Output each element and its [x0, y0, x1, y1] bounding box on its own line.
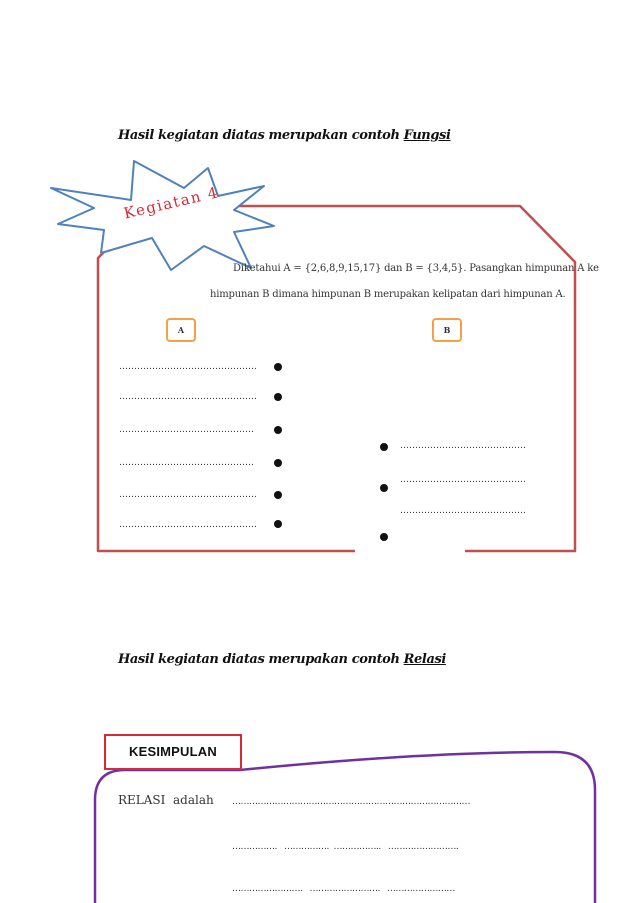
relasi-definition-line-3[interactable]: ……………………. ……………………. …………………… — [232, 884, 455, 894]
relasi-definition-line-1[interactable]: ………………………………………………………………………… — [232, 797, 470, 807]
keyword-fungsi: Fungsi — [403, 128, 451, 143]
kegiatan-badge-label: Kegiatan 4 — [122, 183, 221, 223]
set-a-blank-5[interactable]: ………………………………………. — [119, 490, 257, 500]
heading-fungsi: Hasil kegiatan diatas merupakan contoh Fungsi — [118, 128, 451, 143]
set-b-blank-3[interactable]: …………………………………… — [400, 506, 526, 516]
set-a-blank-1[interactable]: ………………………………………. — [119, 362, 257, 372]
keyword-relasi: Relasi — [403, 652, 446, 667]
set-b-blank-1[interactable]: …………………………………… — [400, 441, 526, 451]
activity-intro-line1: Diketahui A = {2,6,8,9,15,17} dan B = {3,4,5}. Pasangkan himpunan A ke — [233, 263, 599, 274]
relasi-definition-label: RELASI adalah — [118, 793, 214, 807]
relasi-definition-line-2[interactable]: ……………. ……………. …………….. ……………………. — [232, 842, 459, 852]
activity-intro-line2: himpunan B dimana himpunan B merupakan kelipatan dari himpunan A. — [210, 289, 566, 300]
set-a-blank-4[interactable]: ……………………………………… — [119, 458, 254, 468]
heading-relasi: Hasil kegiatan diatas merupakan contoh Relasi — [118, 652, 446, 667]
set-a-blank-2[interactable]: ………………………………………. — [119, 392, 257, 402]
set-b-blank-2[interactable]: …………………………………… — [400, 475, 526, 485]
set-a-blank-6[interactable]: ………………………………………. — [119, 520, 257, 530]
set-a-label: A — [166, 318, 196, 342]
set-b-label: B — [432, 318, 462, 342]
set-a-blank-3[interactable]: ……………………………………… — [119, 425, 254, 435]
kesimpulan-title: KESIMPULAN — [104, 734, 242, 770]
